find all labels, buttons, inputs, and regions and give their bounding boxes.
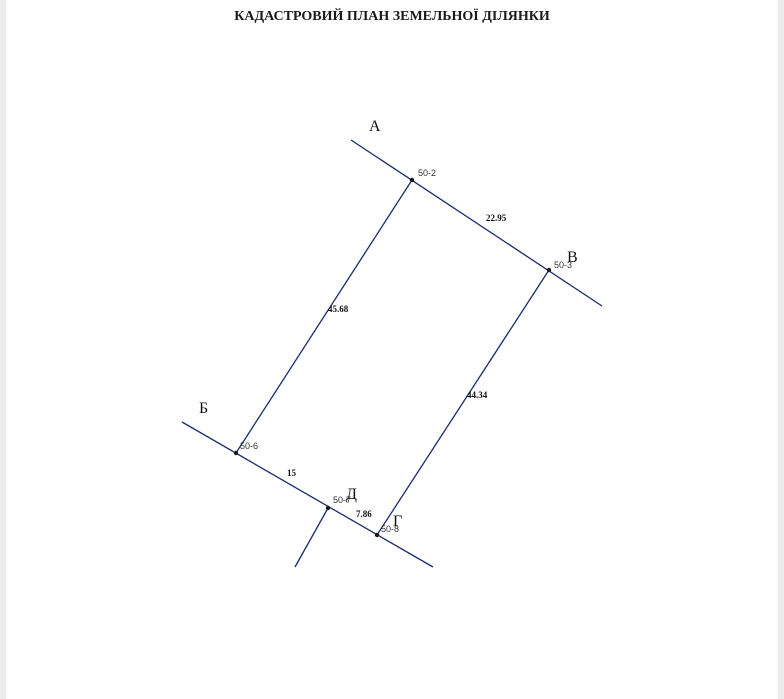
neighbor-letter-a: А (369, 118, 381, 135)
vertex-label-50-8: 50-8 (381, 524, 400, 534)
distance-label-3-8: 44.34 (467, 390, 488, 400)
neighbor-letter-g: Г (393, 513, 403, 530)
distance-label-7-8: 7.86 (356, 509, 372, 519)
neighbor-letter-d: Д (346, 486, 357, 503)
vertex-50-8 (375, 533, 379, 537)
vertex-50-7 (326, 506, 330, 510)
vertex-50-6 (234, 451, 238, 455)
vertex-50-2 (410, 178, 414, 182)
boundary-line-a (351, 140, 602, 306)
page-title: КАДАСТРОВИЙ ПЛАН ЗЕМЕЛЬНОЇ ДІЛЯНКИ (234, 9, 550, 24)
neighbor-letter-b: Б (199, 400, 209, 417)
vertex-label-50-2: 50-2 (418, 168, 437, 178)
distance-label-2-3: 22.95 (486, 213, 507, 223)
distance-label-6-7: 15 (287, 468, 296, 478)
distance-label-2-6: 45.68 (328, 304, 349, 314)
parcel-side-2-6 (236, 180, 412, 453)
vertex-label-50-6: 50-6 (240, 441, 259, 451)
vertex-50-3 (547, 268, 551, 272)
vertex-label-50-7: 50-7 (333, 495, 352, 505)
boundary-line-d (295, 508, 328, 567)
parcel-side-3-8 (377, 270, 549, 535)
neighbor-letter-v: В (567, 249, 578, 266)
vertex-label-50-3: 50-3 (554, 260, 573, 270)
